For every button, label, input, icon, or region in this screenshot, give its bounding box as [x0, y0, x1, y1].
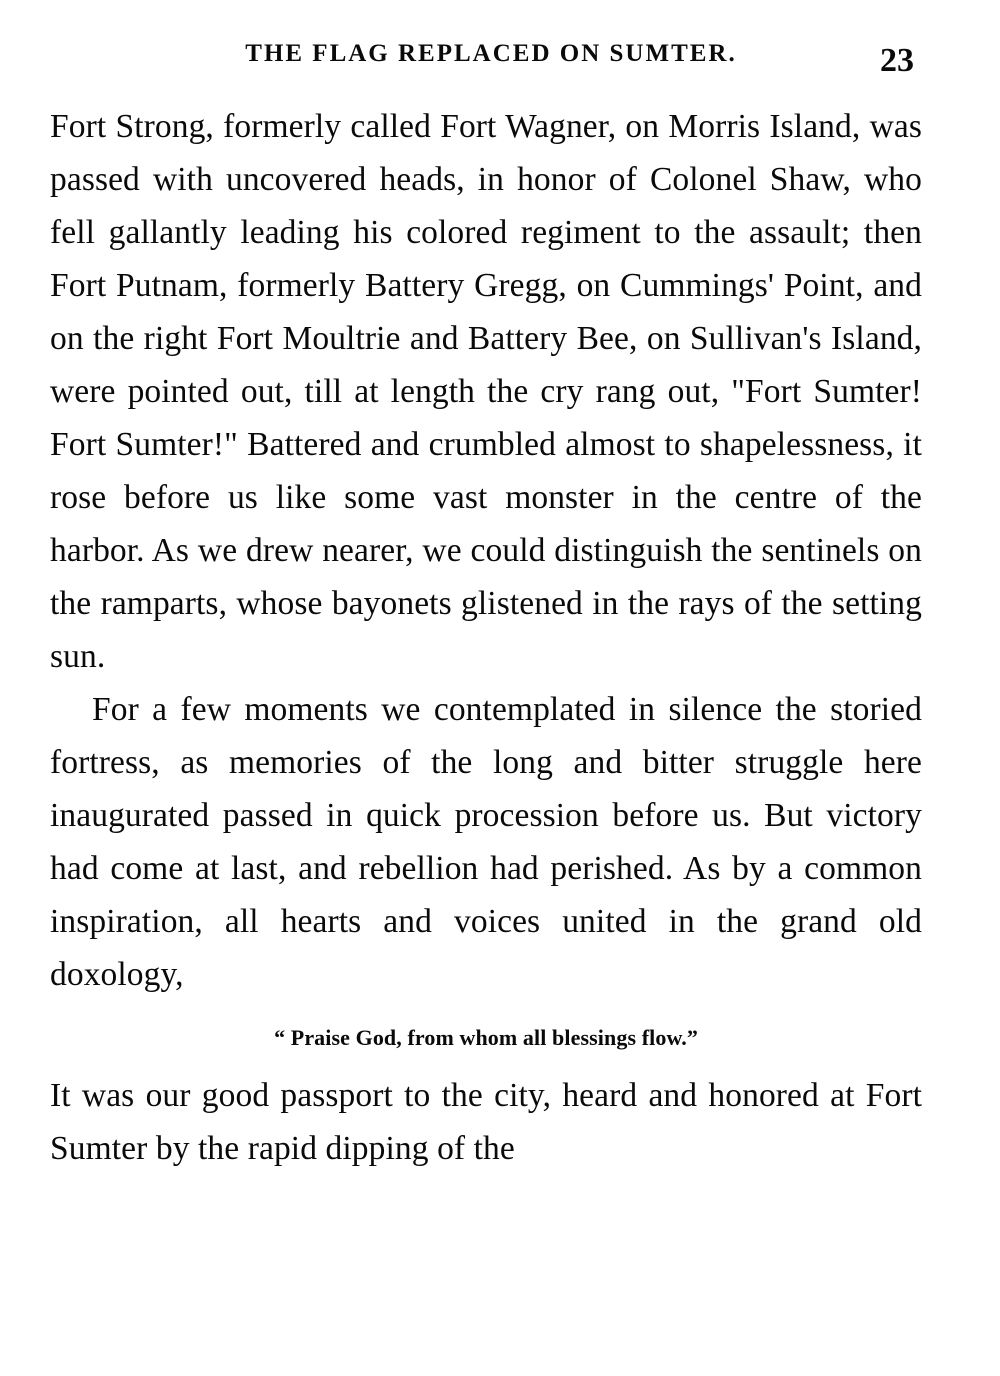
paragraph: For a few moments we contemplated in silence the storied fortress, as memories of the long and bitter struggle here inaugurated passed in quick procession before us. But victory had come at last, and rebellion had perished. As by a common inspiration, all hearts and voices united in the grand old doxology,: [50, 691, 922, 993]
page-header: [50, 40, 922, 86]
paragraph: Fort Strong, formerly called Fort Wagner, on Morris Island, was passed with uncovered heads, in honor of Colonel Shaw, who fell gallantly leading his colored regiment to the assault; then Fort Putnam, formerly Battery Gregg, on Cummings' Point, and on the right Fort Moultrie and Battery Bee, on Sullivan's Island, were pointed out, till at length the cry rang out, "Fort Sumter! Fort Sumter!" Battered and crumbled almost to shapelessness, it rose before us like some vast monster in the centre of the harbor. As we drew nearer, we could distinguish the sentinels on the ramparts, whose bayonets glistened in the rays of the setting sun.: [50, 108, 922, 675]
verse-quotation: “ Praise God, from whom all blessings flow.”: [274, 1025, 698, 1050]
running-title: THE FLAG REPLACED ON SUMTER.: [245, 40, 737, 67]
body-text: [50, 100, 922, 1175]
paragraph: It was our good passport to the city, heard and honored at Fort Sumter by the rapid dipping of the: [50, 1077, 922, 1167]
page-number: 23: [880, 42, 914, 79]
